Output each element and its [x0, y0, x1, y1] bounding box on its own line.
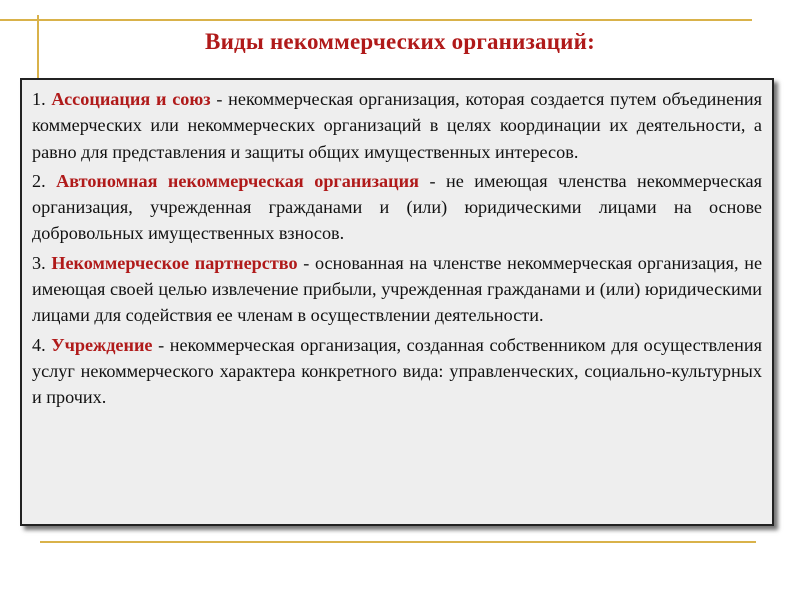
item-number: 2.: [32, 170, 46, 191]
item-institution: [32, 332, 762, 411]
item-number: 4.: [32, 334, 46, 355]
slide-title: Виды некоммерческих организаций:: [205, 29, 595, 54]
item-term: Автономная некоммерческая организация: [56, 170, 419, 191]
top-decorative-line: [0, 19, 752, 21]
item-partnership: [32, 250, 762, 329]
item-number: 1.: [32, 89, 46, 109]
item-text: - основанная на членстве некоммерческая организация, не имеющая своей целью извлечение прибыли, учрежденная гражданами и (или) юридическими лицами для содействия ее членам в осуществлении деятельности.: [32, 252, 763, 326]
item-term: Некоммерческое партнерство: [51, 252, 298, 273]
left-decorative-line: [37, 15, 39, 81]
item-autonomous: [32, 168, 762, 247]
item-association: [32, 86, 762, 165]
content-box: [20, 78, 774, 526]
bottom-decorative-line: [40, 541, 756, 543]
item-text: - некоммерческая организация, созданная собственником для осуществления услуг некоммерческого характера конкретного вида: управленческих, социально-культурных и прочих.: [32, 334, 763, 408]
item-term: Ассоциация и союз: [51, 89, 211, 109]
item-text: - не имеющая членства некоммерческая организация, учрежденная гражданами и (или) юридическими лицами на основе добровольных имущественных взносов.: [32, 170, 762, 244]
item-text: - некоммерческая организация, которая создается путем объединения коммерческих или некоммерческих организаций в целях координации их деятельности, а равно для представления и защиты общих имущественных интересов.: [32, 89, 763, 162]
item-number: 3.: [32, 252, 46, 273]
item-term: Учреждение: [51, 334, 153, 355]
